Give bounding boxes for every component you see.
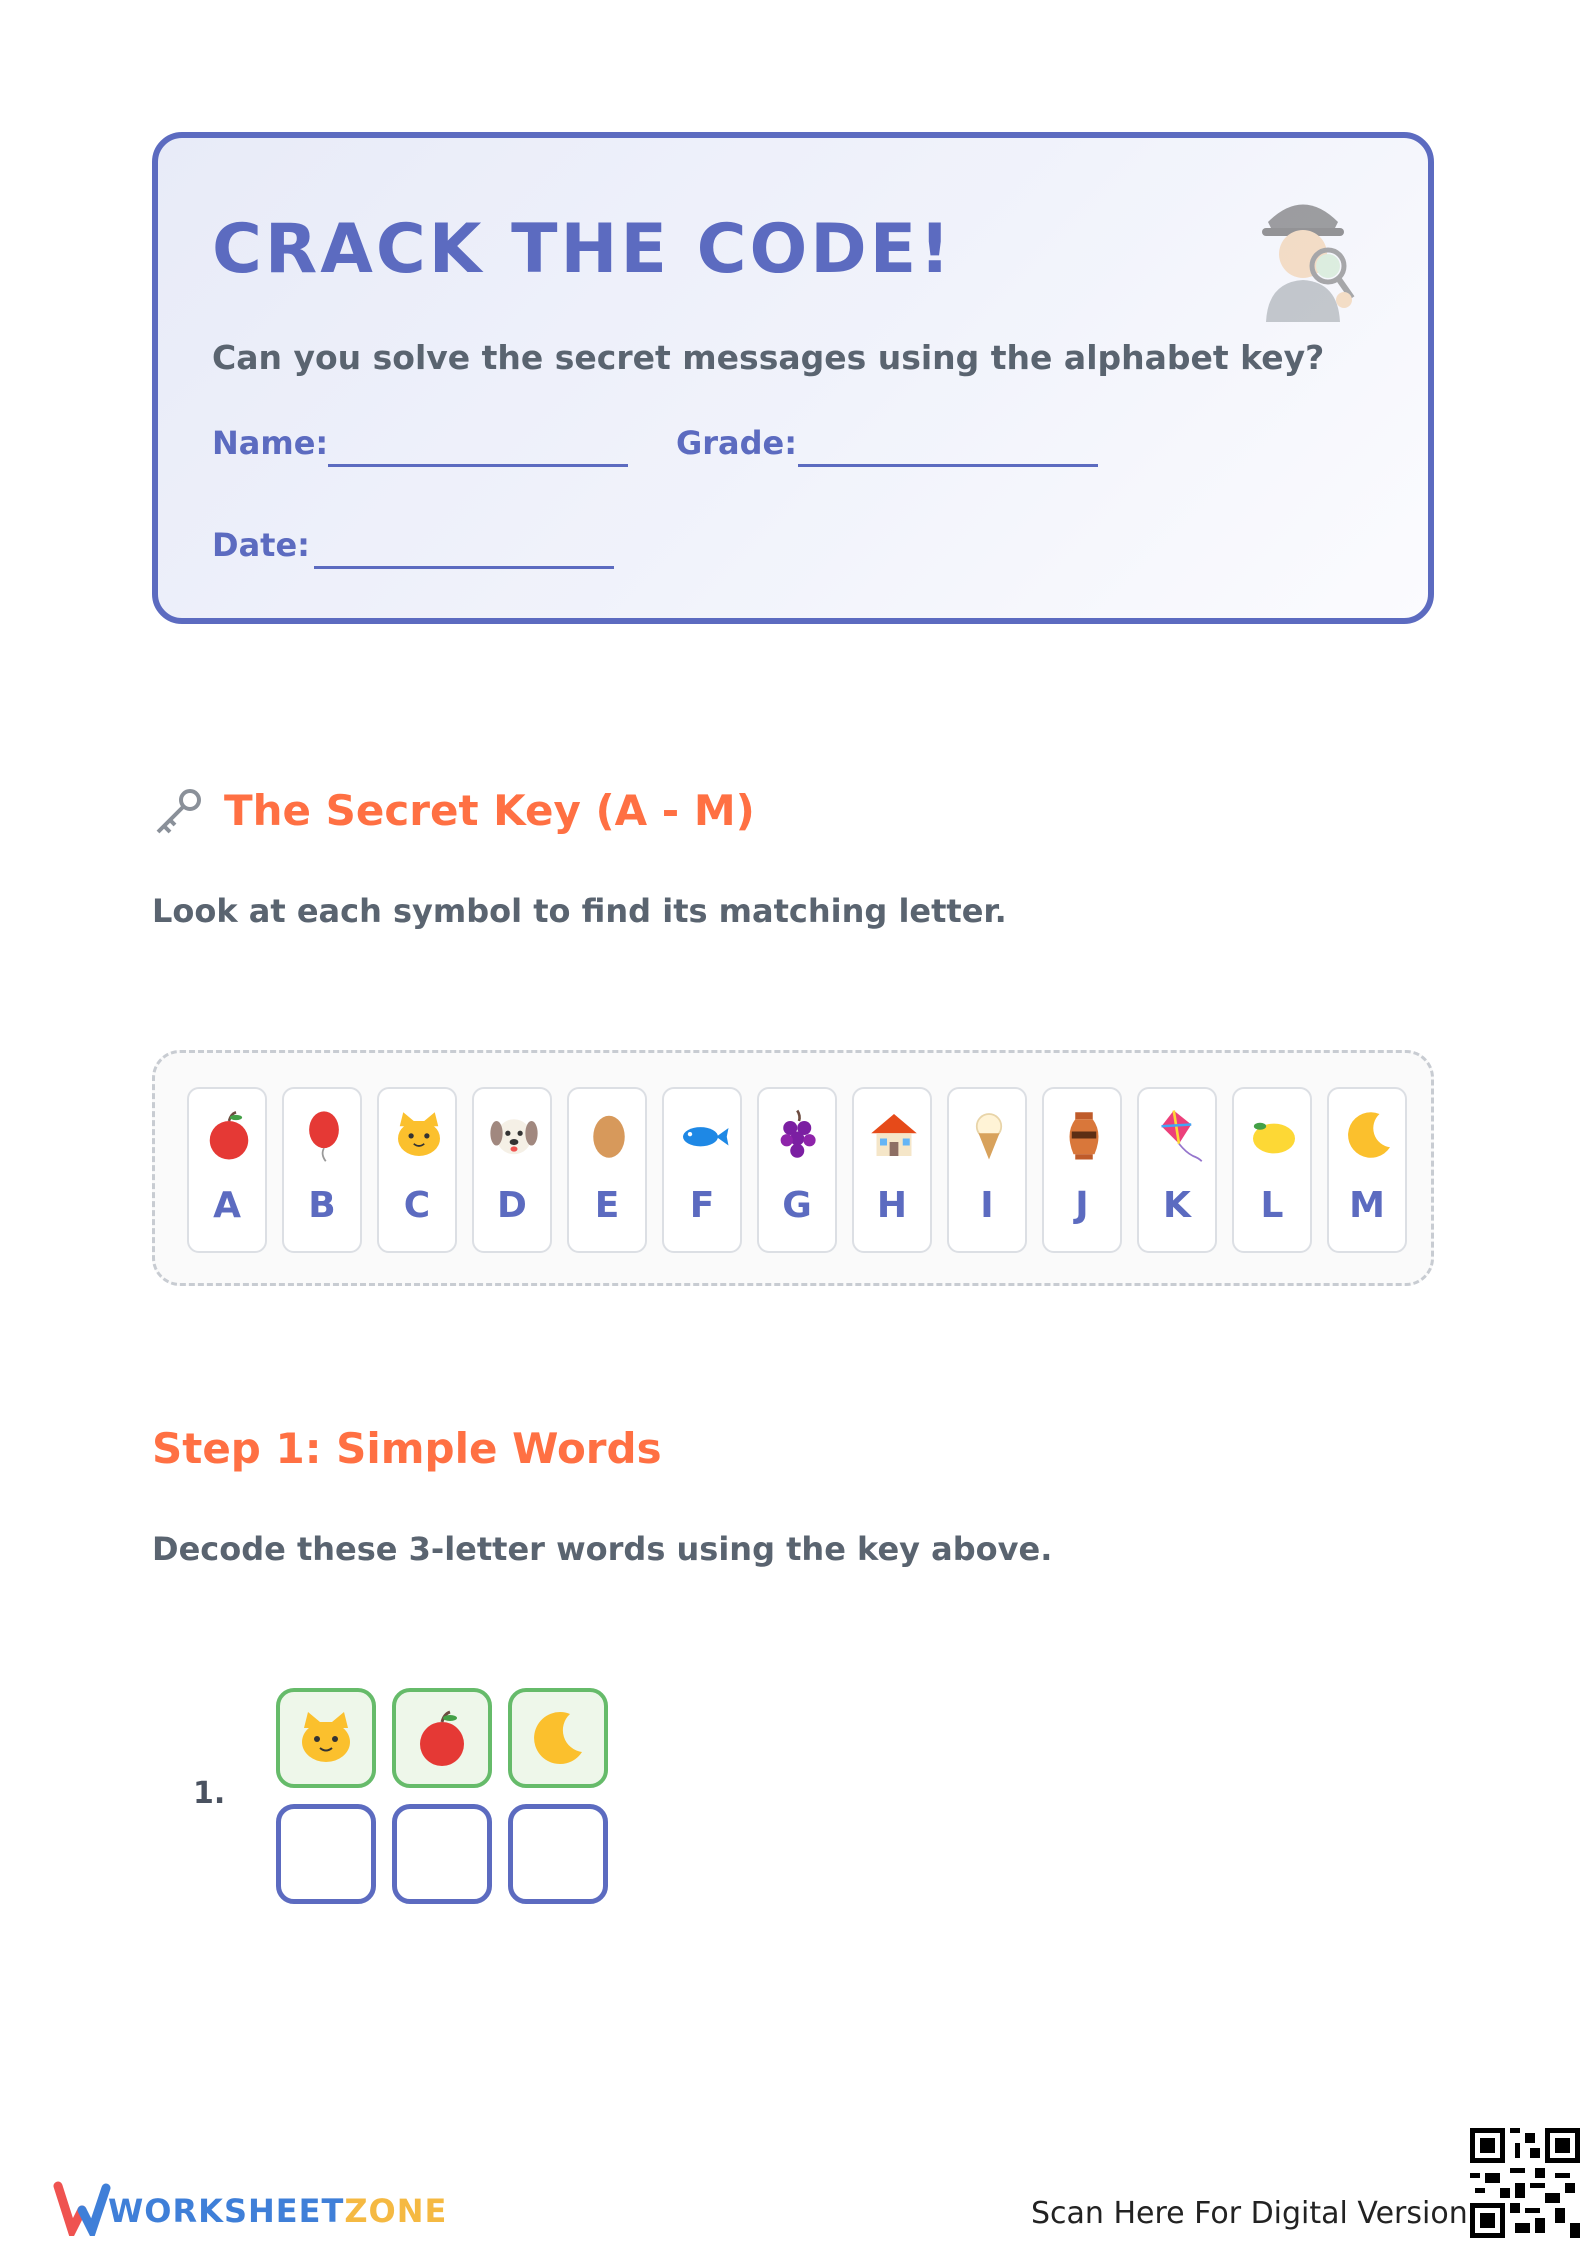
key-card-k: [1137, 1087, 1217, 1253]
key-card-c: [377, 1087, 457, 1253]
egg-icon: [581, 1107, 637, 1163]
key-card-m: [1327, 1087, 1407, 1253]
key-icon: [152, 788, 202, 838]
key-card-e: [567, 1087, 647, 1253]
name-field[interactable]: [328, 464, 628, 467]
house-icon: [866, 1107, 922, 1163]
symbol-box: [508, 1688, 608, 1788]
name-label: Name:: [212, 424, 329, 462]
key-letter: L: [1260, 1185, 1284, 1226]
key-card-a: [187, 1087, 267, 1253]
key-card-f: [662, 1087, 742, 1253]
grade-field[interactable]: [798, 464, 1098, 467]
jar-icon: [1056, 1107, 1112, 1163]
answer-box[interactable]: [508, 1804, 608, 1904]
apple-icon: [410, 1706, 474, 1770]
moon-icon: [1341, 1107, 1397, 1163]
page-title: CRACK THE CODE!: [212, 210, 954, 289]
key-card-i: [947, 1087, 1027, 1253]
key-card-b: [282, 1087, 362, 1253]
key-card-h: [852, 1087, 932, 1253]
key-letter: M: [1349, 1185, 1385, 1226]
key-letter: J: [1075, 1185, 1089, 1226]
balloon-icon: [296, 1107, 352, 1163]
cat-icon: [294, 1706, 358, 1770]
key-letter: K: [1163, 1185, 1191, 1226]
lemon-icon: [1246, 1107, 1302, 1163]
alphabet-key: [152, 1050, 1434, 1286]
symbol-box: [276, 1688, 376, 1788]
brand-part2: ZONE: [344, 2192, 448, 2230]
key-card-d: [472, 1087, 552, 1253]
answer-box[interactable]: [392, 1804, 492, 1904]
key-letter: H: [876, 1185, 908, 1226]
brand-part1: WORKSHEET: [108, 2192, 345, 2230]
key-card-l: [1232, 1087, 1312, 1253]
step1-heading: Step 1: Simple Words: [152, 1424, 662, 1473]
key-letter: I: [980, 1185, 994, 1226]
header-card: [152, 132, 1434, 624]
key-letter: F: [689, 1185, 715, 1226]
key-letter: D: [497, 1185, 527, 1226]
grade-label: Grade:: [676, 424, 798, 462]
key-card-j: [1042, 1087, 1122, 1253]
key-letter: E: [594, 1185, 620, 1226]
date-field[interactable]: [314, 566, 614, 569]
kite-icon: [1151, 1107, 1207, 1163]
symbol-box: [392, 1688, 492, 1788]
key-letter: A: [213, 1185, 241, 1226]
brand-name: [108, 2192, 447, 2230]
fish-icon: [676, 1107, 732, 1163]
qr-code-icon[interactable]: [1470, 2128, 1580, 2238]
answer-box[interactable]: [276, 1804, 376, 1904]
step1-description: Decode these 3-letter words using the key above.: [152, 1530, 1053, 1568]
secret-key-description: Look at each symbol to find its matching letter.: [152, 892, 1007, 930]
ice-cream-icon: [961, 1107, 1017, 1163]
subtitle: Can you solve the secret messages using the alphabet key?: [212, 338, 1325, 377]
moon-icon: [526, 1706, 590, 1770]
scan-text: Scan Here For Digital Version: [1031, 2196, 1468, 2231]
date-label: Date:: [212, 526, 310, 564]
key-letter: C: [403, 1185, 431, 1226]
puzzle-number: 1.: [193, 1776, 226, 1811]
key-card-g: [757, 1087, 837, 1253]
key-letter: G: [782, 1185, 812, 1226]
grapes-icon: [771, 1107, 827, 1163]
detective-icon: [1248, 182, 1358, 322]
secret-key-heading: The Secret Key (A - M): [224, 786, 755, 835]
cat-icon: [391, 1107, 447, 1163]
apple-icon: [201, 1107, 257, 1163]
dog-icon: [486, 1107, 542, 1163]
key-letter: B: [308, 1185, 336, 1226]
